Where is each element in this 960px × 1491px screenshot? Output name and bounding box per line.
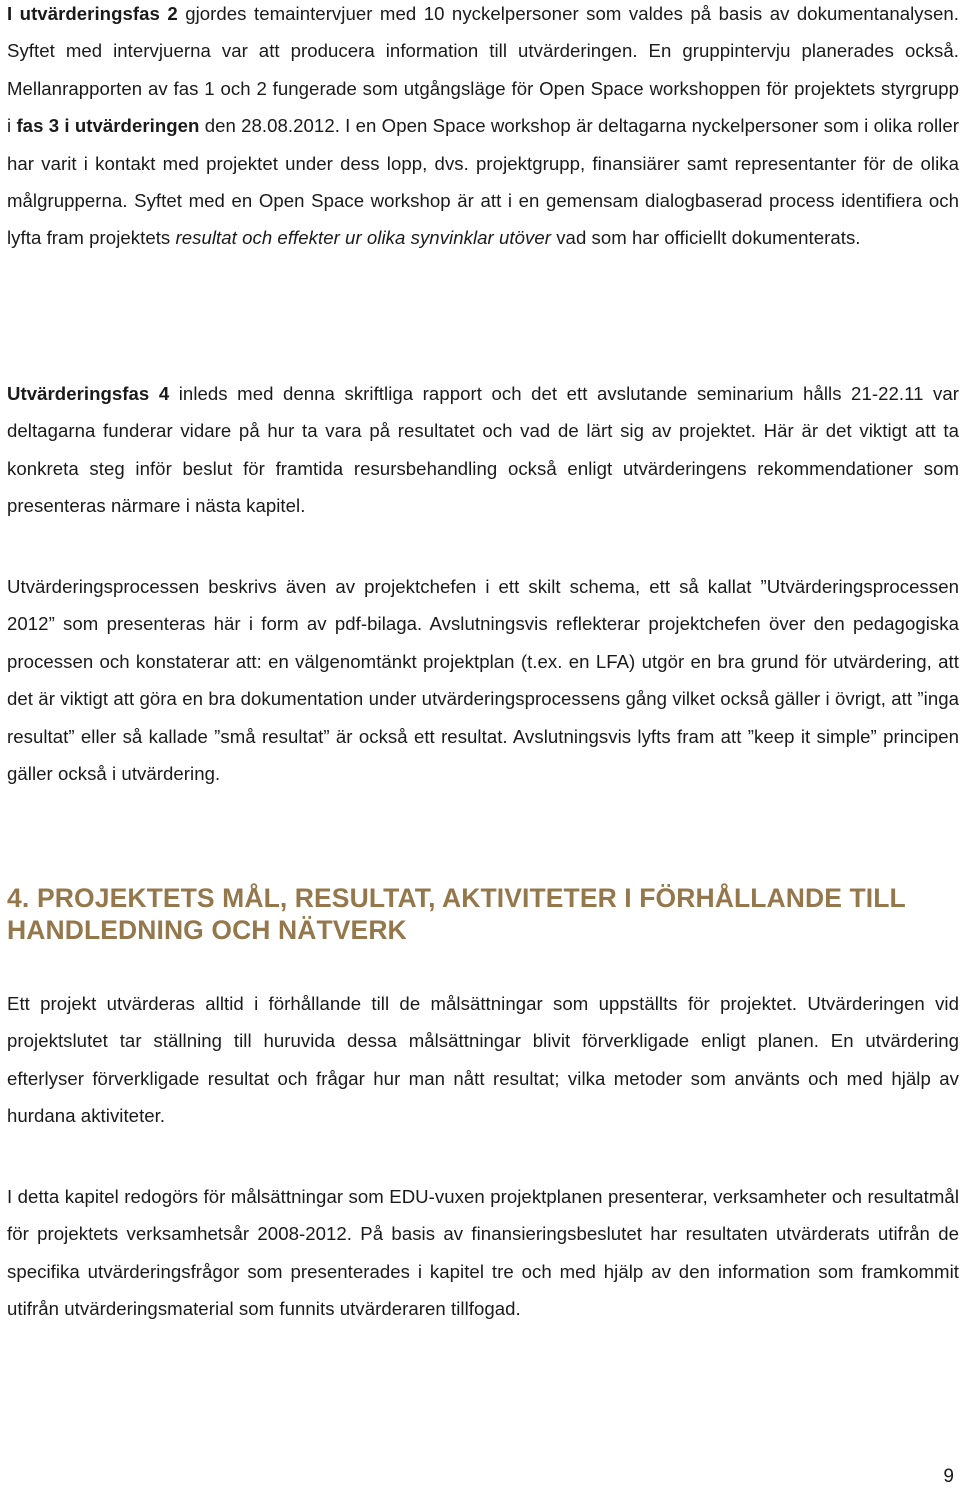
chapter-number: 4.: [7, 883, 30, 913]
phase-4-bold-text: Utvärderingsfas 4: [7, 383, 170, 404]
paragraph-project-evaluation: Ett projekt utvärderas alltid i förhållande till de målsättningar som uppställts för projektet. Utvärderingen vid projektslutet tar ställning till huruvida dessa målsättningar blivit förverkligade enligt planen. En utvärdering efterlyser förverkligade resultat och frågar hur man nått resultat; vilka metoder som använts och med hjälp av hurdana aktiviteter.: [7, 993, 959, 1127]
paragraph-evaluation-phase-4: [7, 375, 959, 525]
phase-2-bold-text: I utvärderingsfas 2: [7, 3, 178, 24]
paragraph-evaluation-phases-2-3: [7, 0, 959, 257]
italic-emphasis-text: resultat och effekter ur olika synvinklar utöver: [175, 227, 551, 249]
paragraph-text: gjordes temaintervjuer med 10 nyckelpersoner som valdes på basis av dokumentanalysen. Syftet med intervjuerna var att producera information till utvärderingen. En gruppintervju planerades också. Mellanrapporten av fas 1 och 2 fungerade som utgångsläge för Open Space workshoppen för projektets styrgrupp i: [7, 3, 959, 137]
chapter-title: PROJEKTETS MÅL, RESULTAT, AKTIVITETER I FÖRHÅLLANDE TILL HANDLEDNING OCH NÄTVERK: [7, 883, 906, 945]
chapter-heading: [7, 882, 959, 946]
paragraph-text: den 28.08.2012. I en Open Space workshop är deltagarna nyckelpersoner som i olika roller har varit i kontakt med projektet under dess lopp, dvs. projektgrupp, finansiärer samt representanter för de olika målgrupperna. Syftet med en Open Space workshop är att i en gemensam dialogbaserad process identifiera och lyfta fram projektets: [7, 115, 959, 249]
paragraph-text: inleds med denna skriftliga rapport och det ett avslutande seminarium hålls 21-22.11 var deltagarna funderar vidare på hur ta vara på resultatet och vad de lärt sig av projektet. Här är det viktigt att ta konkreta steg inför beslut för framtida resursbehandling också enligt utvärderingens rekommendationer som presenteras närmare i nästa kapitel.: [7, 383, 959, 517]
paragraph-chapter-overview: I detta kapitel redogörs för målsättningar som EDU-vuxen projektplanen presenterar, verksamheter och resultatmål för projektets verksamhetsår 2008-2012. På basis av finansieringsbeslutet har resultaten utvärderats utifrån de specifika utvärderingsfrågor som presenterades i kapitel tre och med hjälp av den information som framkommit utifrån utvärderingsmaterial som funnits utvärderaren tillfogad.: [7, 1186, 959, 1320]
page-number: 9: [943, 1466, 954, 1487]
paragraph-evaluation-process: Utvärderingsprocessen beskrivs även av projektchefen i ett skilt schema, ett så kallat ”Utvärderingsprocessen 2012” som presenteras här i form av pdf-bilaga. Avslutningsvis reflekterar projektchefen över den pedagogiska processen och konstaterar att: en välgenomtänkt projektplan (t.ex. en LFA) utgör en bra grund för utvärdering, att det är viktigt att göra en bra dokumentation under utvärderingsprocessens gång vilket också gäller i övrigt, att ”inga resultat” eller så kallade ”små resultat” är också ett resultat. Avslutningsvis lyfts fram att ”keep it simple” principen gäller också i utvärdering.: [7, 576, 959, 785]
phase-3-bold-text: fas 3 i utvärderingen: [16, 115, 200, 137]
paragraph-text: vad som har officiellt dokumenterats.: [550, 227, 861, 249]
